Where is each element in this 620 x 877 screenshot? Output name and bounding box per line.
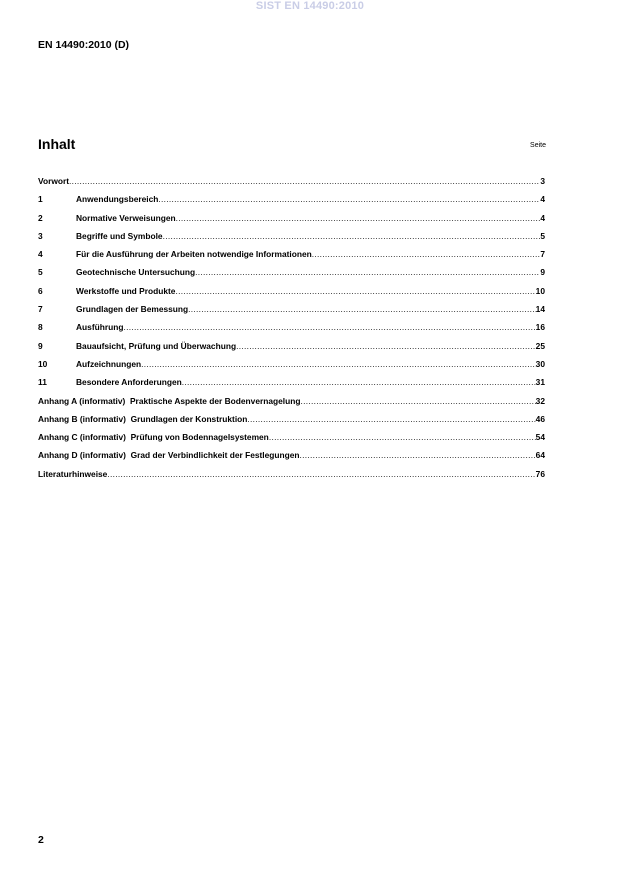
- toc-entry-section-2[interactable]: [38, 213, 545, 231]
- toc-entry-number: Anhang C (informativ): [38, 432, 126, 443]
- toc-entry-number: 6: [38, 285, 43, 296]
- toc-entry-section-1[interactable]: [38, 194, 545, 212]
- toc-entry-page: 76: [535, 468, 545, 479]
- toc-entry-number: 3: [38, 230, 43, 241]
- toc-entry-section-5[interactable]: [38, 267, 545, 285]
- toc-heading: Inhalt: [38, 136, 76, 152]
- toc-entry-page: 25: [535, 340, 545, 351]
- toc-entry-page: 54: [535, 432, 545, 443]
- toc-leader-dots: [176, 213, 541, 223]
- toc-leader-dots: [107, 469, 535, 479]
- toc-entry-number: 10: [38, 358, 48, 369]
- toc-entry-page: 46: [535, 413, 545, 424]
- toc-entry-title: Werkstoffe und Produkte: [76, 285, 176, 296]
- toc-entry-number: Anhang A (informativ): [38, 395, 126, 406]
- toc-entry-section-10[interactable]: [38, 359, 545, 377]
- toc-entry-title: Grundlagen der Konstruktion: [130, 413, 248, 424]
- toc-entry-section-4[interactable]: [38, 249, 545, 267]
- toc-entry-section-9[interactable]: [38, 341, 545, 359]
- toc-entry-title: Praktische Aspekte der Bodenvernagelung: [129, 395, 301, 406]
- toc-leader-dots: [123, 322, 535, 332]
- toc-entry-number: 8: [38, 322, 43, 333]
- toc-entry-number: Anhang B (informativ): [38, 413, 126, 424]
- toc-entry-title: Normative Verweisungen: [76, 212, 176, 223]
- toc-leader-dots: [188, 304, 536, 314]
- toc-entry-title: Ausführung: [76, 322, 124, 333]
- toc-entry-annex-b[interactable]: [38, 414, 545, 432]
- toc-entry-page: 9: [540, 267, 545, 278]
- toc-leader-dots: [312, 249, 541, 259]
- toc-entry-title: Aufzeichnungen: [76, 358, 142, 369]
- toc-leader-dots: [269, 432, 536, 442]
- toc-entry-annex-c[interactable]: [38, 432, 545, 450]
- toc-entry-page: 16: [535, 322, 545, 333]
- toc-entry-title: Besondere Anforderungen: [76, 377, 182, 388]
- toc-entry-title: Geotechnische Untersuchung: [76, 267, 196, 278]
- toc-entry-title: Begriffe und Symbole: [76, 230, 163, 241]
- toc-entry-number: 2: [38, 212, 43, 223]
- watermark-text: SIST EN 14490:2010: [255, 0, 365, 12]
- toc-leader-dots: [236, 341, 536, 351]
- toc-entry-page: 10: [535, 285, 545, 296]
- toc-entry-bibliography[interactable]: [38, 469, 545, 487]
- toc-entry-title: Bauaufsicht, Prüfung und Überwachung: [76, 340, 237, 351]
- toc-entry-title: Anwendungsbereich: [76, 194, 159, 205]
- toc-entry-section-7[interactable]: [38, 304, 545, 322]
- toc-entry-title: Grundlagen der Bemessung: [76, 304, 189, 315]
- toc-entry-page: 32: [535, 395, 545, 406]
- toc-leader-dots: [141, 359, 536, 369]
- toc-leader-dots: [300, 396, 535, 406]
- toc-leader-dots: [182, 377, 536, 387]
- toc-entry-annex-d[interactable]: [38, 450, 545, 468]
- toc-entry-page: 3: [540, 176, 545, 186]
- toc-entry-title: Prüfung von Bodennagelsystemen: [130, 432, 269, 443]
- toc-entry-number: 1: [38, 194, 43, 205]
- toc-entry-title: Grad der Verbindlichkeit der Festlegungen: [130, 450, 300, 461]
- toc-entry-page: 64: [535, 450, 545, 461]
- toc-entry-page: 14: [535, 304, 545, 315]
- toc-entry-page: 4: [540, 212, 545, 223]
- toc-leader-dots: [163, 231, 541, 241]
- toc-entry-vorwort[interactable]: [38, 176, 545, 194]
- toc-entry-section-11[interactable]: [38, 377, 545, 395]
- toc-leader-dots: [175, 286, 535, 296]
- toc-entry-number: Anhang D (informativ): [38, 450, 126, 461]
- toc-entry-number: 4: [38, 249, 43, 260]
- toc-entry-number: 7: [38, 304, 43, 315]
- page-column-label: Seite: [530, 142, 546, 149]
- toc-entry-section-6[interactable]: [38, 286, 545, 304]
- toc-entry-number: 5: [38, 267, 43, 278]
- toc-leader-dots: [195, 267, 540, 277]
- toc-entry-number: 9: [38, 340, 43, 351]
- toc-entry-title: Vorwort: [38, 176, 70, 186]
- toc-entry-page: 7: [540, 249, 545, 260]
- toc-entry-section-3[interactable]: [38, 231, 545, 249]
- toc-leader-dots: [247, 414, 535, 424]
- page-number: 2: [38, 834, 44, 846]
- toc-entry-title: Für die Ausführung der Arbeiten notwendige Informationen: [76, 249, 312, 260]
- toc-entry-page: 4: [540, 194, 545, 205]
- table-of-contents: [38, 176, 545, 487]
- toc-entry-section-8[interactable]: [38, 322, 545, 340]
- toc-leader-dots: [300, 450, 536, 460]
- toc-leader-dots: [69, 176, 540, 186]
- toc-entry-number: 11: [38, 377, 47, 388]
- toc-entry-page: 5: [540, 230, 545, 241]
- toc-entry-annex-a[interactable]: [38, 396, 545, 414]
- toc-entry-page: 31: [535, 377, 545, 388]
- toc-leader-dots: [158, 194, 540, 204]
- toc-entry-title: Literaturhinweise: [38, 468, 108, 479]
- toc-entry-page: 30: [535, 358, 545, 369]
- document-id: EN 14490:2010 (D): [38, 39, 130, 51]
